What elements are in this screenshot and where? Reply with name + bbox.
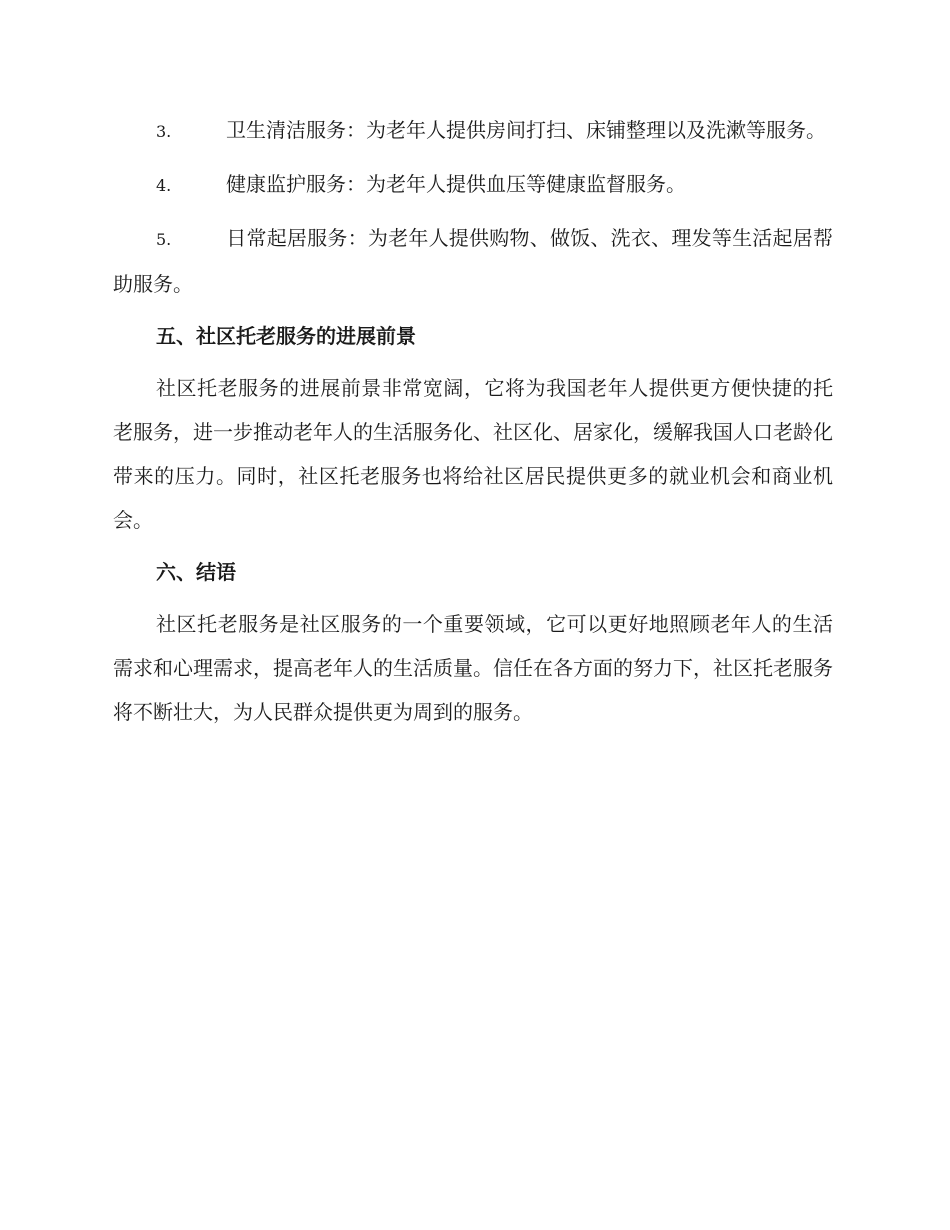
section-heading-conclusion: 六、结语 bbox=[156, 560, 236, 584]
list-text: 日常起居服务：为老年人提供购物、做饭、洗衣、理发等生活起居帮助服务。 bbox=[113, 226, 833, 296]
list-text: 健康监护服务：为老年人提供血压等健康监督服务。 bbox=[226, 172, 686, 196]
section-paragraph-conclusion: 社区托老服务是社区服务的一个重要领域，它可以更好地照顾老年人的生活需求和心理需求，提高老年人的生活质量。信任在各方面的努力下，社区托老服务将不断壮大，为人民群众提供更为周到的服务。 bbox=[113, 612, 833, 724]
list-number: 4. bbox=[156, 176, 172, 195]
section-paragraph-prospects: 社区托老服务的进展前景非常宽阔，它将为我国老年人提供更方便快捷的托老服务，进一步推动老年人的生活服务化、社区化、居家化，缓解我国人口老龄化带来的压力。同时，社区托老服务也将给社区居民提供更多的就业机会和商业机会。 bbox=[113, 376, 833, 532]
list-item-3 bbox=[113, 108, 833, 154]
list-item-5 bbox=[113, 216, 833, 306]
section-heading-prospects: 五、社区托老服务的进展前景 bbox=[156, 324, 416, 348]
list-item-4 bbox=[113, 162, 833, 208]
list-text: 卫生清洁服务：为老年人提供房间打扫、床铺整理以及洗漱等服务。 bbox=[226, 118, 826, 142]
list-number: 3. bbox=[156, 122, 172, 141]
document-page bbox=[113, 108, 833, 742]
list-number: 5. bbox=[156, 230, 172, 249]
